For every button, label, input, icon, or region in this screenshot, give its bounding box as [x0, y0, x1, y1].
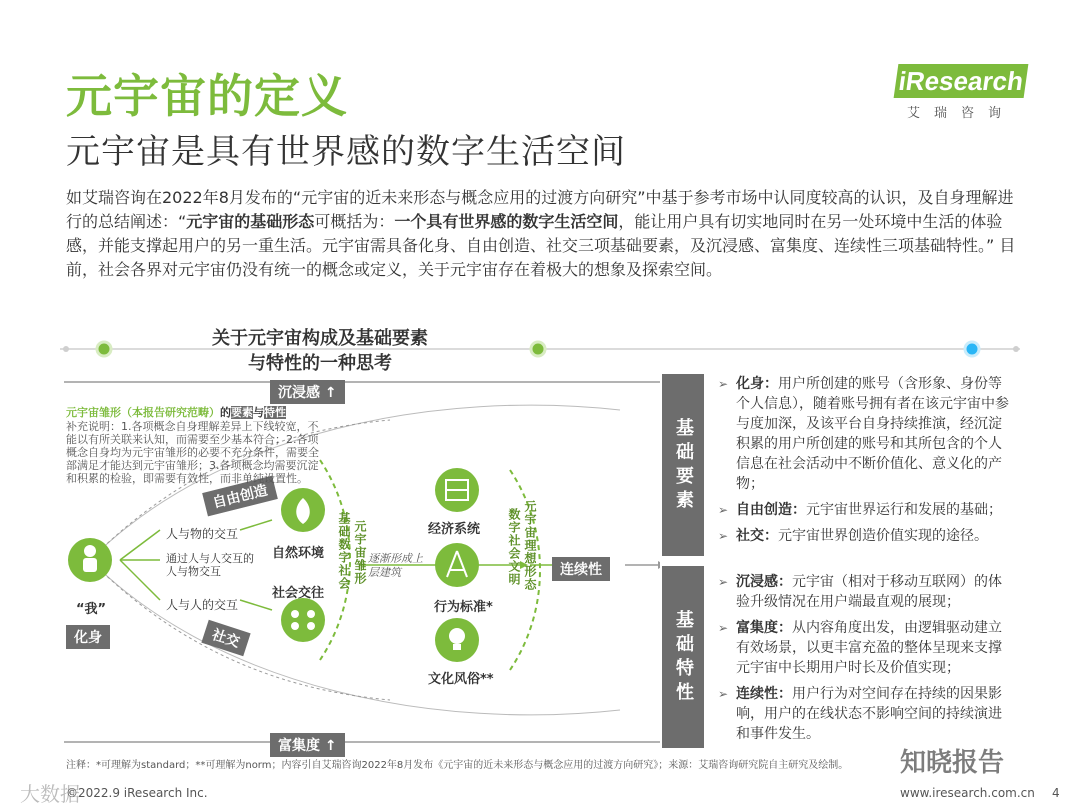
intro-text-3: ，能让用户具有切实地同时在另一处环境中生活的体验感，并能支撑起用户的另一重生活。元宇宙需具备化身、自由创造、社交三项基础要素，及沉浸感、富集度、连续性三项基础特性。” 目前，社会各界对元宇宙仍没有统一的概念或定义，关于元宇宙存在着极大的想象及探索空间。 [66, 212, 1016, 279]
feature-item: ➢ 沉浸感：元宇宙（相对于移动互联网）的体验升级情况在用户端最直观的展现； [718, 572, 1014, 612]
features-list [718, 572, 1014, 750]
feature-item: ➢ 富集度：从内容角度出发，由逻辑驱动建立有效场景，以更丰富充盈的整体呈现来支撑元宇宙中长期用户时长及价值实现； [718, 618, 1014, 678]
elements-list [718, 374, 1014, 552]
intro-paragraph [66, 186, 1026, 282]
diagram-title-line2: 与特性的一种思考 [248, 353, 392, 374]
meta-prototype-label: 元宇宙雏形 [353, 520, 367, 585]
scope-title: 元宇宙雏形（本报告研究范畴）的要素与特性 [66, 406, 286, 419]
interaction-1: 人与物的交互 [166, 527, 239, 541]
intro-bold-1: 元宇宙的基础形态 [186, 212, 315, 231]
immersion-tag: 沉浸感 ↑ [270, 380, 345, 404]
footnote: 注释：*可理解为standard；**可理解为norm；内容引自艾瑞咨询2022年8月发布《元宇宙的近未来形态与概念应用的过渡方向研究》；来源：艾瑞咨询研究院自主研究及绘制。 [66, 760, 849, 771]
social-interaction-label: 社会交往 [272, 586, 325, 601]
copyright: ©2022.9 iResearch Inc. [66, 786, 208, 800]
watermark: 知晓报告 [900, 748, 1005, 778]
ideal-form-label: 元宇宙理想形态 [523, 500, 537, 591]
page-title: 元宇宙的定义 [66, 69, 348, 123]
element-item: ➢ 社交：元宇宙世界创造价值实现的途径。 [718, 526, 1014, 546]
economy-label: 经济系统 [428, 522, 481, 537]
features-box [662, 566, 704, 748]
logo-text: iResearch [894, 64, 1029, 98]
behavior-label: 行为标准* [434, 600, 493, 615]
nature-env-label: 自然环境 [272, 546, 325, 561]
interaction-3: 人与人的交互 [166, 598, 239, 612]
scope-note: 补充说明：1.各项概念自身理解差异上下线较宽，不能以有所关联来认知，而需要至少基本符合；2.各项概念自身均为元宇宙雏形的必要不充分条件，需要全部满足才能达到元宇宙雏形；3.各项概念均需要沉淀和积累的检验，即需要有效性，而非单纯设置性。 [66, 420, 319, 485]
logo-subtext: 艾瑞咨询 [906, 106, 1015, 121]
website-link[interactable]: www.iresearch.com.cn [900, 786, 1035, 800]
iresearch-logo [896, 64, 1026, 124]
elements-box [662, 374, 704, 556]
element-item: ➢ 自由创造：元宇宙世界运行和发展的基础； [718, 500, 1014, 520]
continuity-tag: 连续性 [552, 557, 610, 581]
avatar-tag: 化身 [66, 625, 110, 649]
watermark-left: 大数据 [20, 782, 80, 806]
culture-label: 文化风俗** [428, 672, 494, 687]
gradual-label: 逐渐形成上层建筑 [368, 552, 423, 579]
element-item: ➢ 化身：用户所创建的账号（含形象、身份等个人信息），随着账号拥有者在该元宇宙中参与度加深，及该平台自身持续推演，经沉淀积累的用户所创建的账号和其所包含的个人信息在社会活动中不断价值化、意义化的产物； [718, 374, 1014, 494]
ideal-society-label: 数字社会文明 [507, 508, 521, 586]
features-label: 基础特性 [673, 610, 694, 706]
page-number: 4 [1052, 786, 1060, 800]
elements-label: 基础要素 [673, 418, 694, 514]
page-subtitle: 元宇宙是具有世界感的数字生活空间 [66, 132, 626, 172]
me-label: “我” [76, 602, 107, 617]
social-tag: 社交 [201, 620, 250, 656]
intro-text-2: 可概括为： [314, 212, 395, 231]
basic-society-label: 基础数字社会 [337, 512, 351, 590]
interaction-2: 通过人与人交互的人与物交互 [166, 552, 254, 578]
free-creation-tag: 自由创造 [202, 476, 278, 517]
feature-item: ➢ 连续性：用户行为对空间存在持续的因果影响，用户的在线状态不影响空间的持续演进和事件发生。 [718, 684, 1014, 744]
intro-text-1: 如艾瑞咨询在2022年8月发布的“元宇宙的近未来形态与概念应用的过渡方向研究”中基于参考市场中认同度较高的认识，及自身理解进行的总结阐述：“ [66, 188, 1014, 231]
richness-tag: 富集度 ↑ [270, 733, 345, 757]
intro-bold-2: 一个具有世界感的数字生活空间 [394, 212, 619, 231]
diagram-title [190, 326, 450, 376]
diagram-title-line1: 关于元宇宙构成及基础要素 [212, 328, 428, 349]
